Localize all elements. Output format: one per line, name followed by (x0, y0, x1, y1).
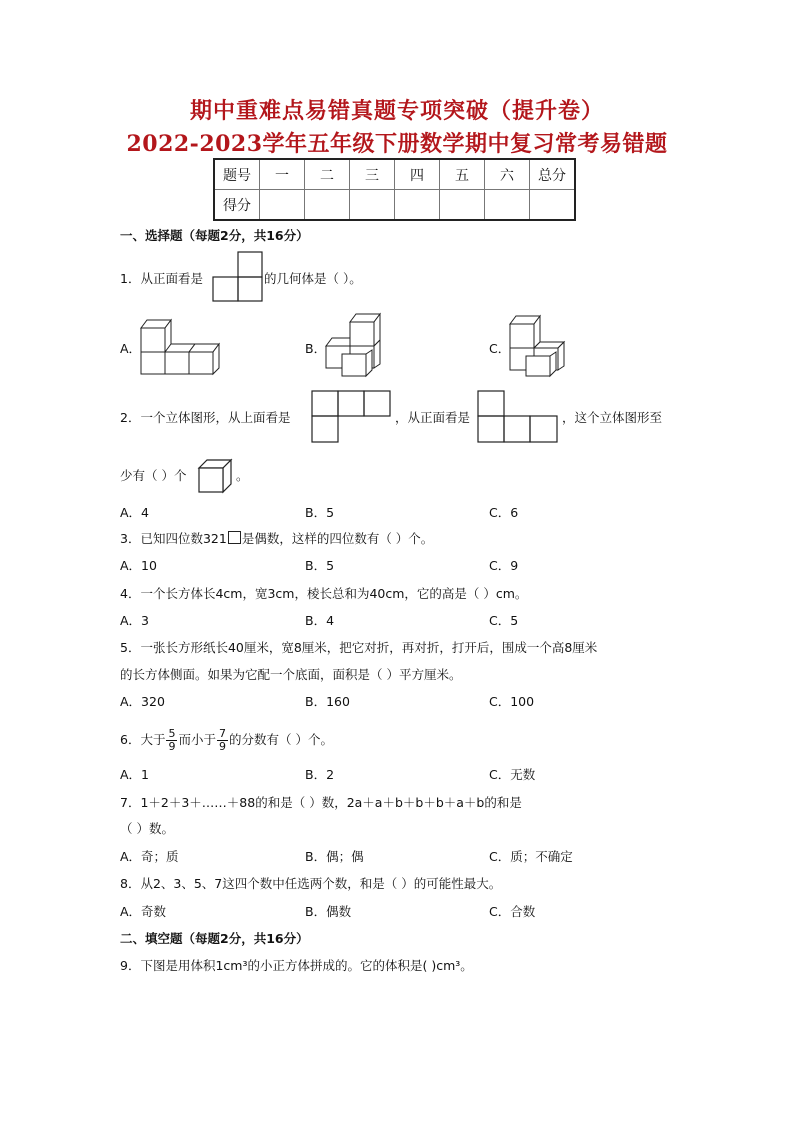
option-b[interactable]: B．偶；偶 (305, 849, 364, 864)
option-c[interactable]: C．合数 (489, 904, 536, 919)
score-input-cell[interactable] (440, 190, 485, 221)
question-text: ，这个立体图形至 (562, 410, 663, 425)
front-view-figure (212, 251, 264, 303)
fraction (217, 728, 228, 753)
score-cell: 总分 (530, 159, 576, 190)
option-c[interactable]: C．100 (489, 694, 535, 709)
section-heading: 一、选择题（每题2分，共16分） (120, 228, 309, 243)
option-a[interactable]: A．奇；质 (120, 849, 179, 864)
section-heading: 二、填空题（每题2分，共16分） (120, 931, 309, 946)
question-text-part: 是偶数，这样的四位数有（ ）个。 (241, 531, 434, 546)
question-text: 4．一个长方体长4cm，宽3cm，棱长总和为40cm，它的高是（ ）cm。 (120, 586, 528, 601)
question-text: 少有（ ）个 (120, 468, 187, 483)
score-cell: 六 (485, 159, 530, 190)
score-input-cell[interactable] (305, 190, 350, 221)
option-b[interactable]: B．5 (305, 505, 335, 520)
option-b[interactable]: B．偶数 (305, 904, 352, 919)
question-text-part: 6．大于 (120, 732, 166, 747)
exam-title: 期中重难点易错真题专项突破（提升卷） (189, 98, 604, 124)
option-c[interactable]: C．质；不确定 (489, 849, 573, 864)
option-a[interactable]: A． (120, 341, 142, 356)
cube-stack-figure (508, 312, 570, 380)
question-text: （ ）数。 (120, 821, 174, 836)
blank-box-icon (228, 531, 241, 544)
question-text: 2．一个立体图形，从上面看是 (120, 410, 291, 425)
option-b[interactable]: B． (305, 341, 327, 356)
question-text: 。 (236, 468, 249, 483)
score-cell: 题号 (214, 159, 260, 190)
option-b[interactable]: B．2 (305, 767, 335, 782)
option-a[interactable]: A．3 (120, 613, 150, 628)
numerator: 5 (168, 727, 176, 740)
option-a[interactable]: A．10 (120, 558, 157, 573)
question-text-part: 而小于 (178, 732, 216, 747)
score-input-cell[interactable] (485, 190, 530, 221)
top-view-figure (311, 390, 391, 444)
question-text: 5．一张长方形纸长40厘米，宽8厘米，把它对折，再对折，打开后，围成一个高8厘米 (120, 640, 598, 655)
question-text-part: 的分数有（ ）个。 (228, 732, 333, 747)
front-view-figure (477, 390, 559, 444)
score-input-cell[interactable] (260, 190, 305, 221)
denominator: 9 (218, 740, 226, 753)
score-cell: 四 (395, 159, 440, 190)
question-text: 9．下图是用体积1cm³的小正方体拼成的。它的体积是( )cm³。 (120, 958, 473, 973)
score-cell: 二 (305, 159, 350, 190)
option-b[interactable]: B．160 (305, 694, 350, 709)
score-table-score-row (214, 190, 575, 221)
option-b[interactable]: B．4 (305, 613, 335, 628)
question-text: 8．从2、3、5、7这四个数中任选两个数，和是（ ）的可能性最大。 (120, 876, 502, 891)
score-input-cell[interactable] (530, 190, 576, 221)
option-a[interactable]: A．4 (120, 505, 150, 520)
fraction (166, 728, 177, 753)
option-c[interactable]: C．无数 (489, 767, 536, 782)
score-input-cell[interactable] (350, 190, 395, 221)
question-text: 的几何体是（ ）。 (264, 271, 362, 286)
cube-stack-figure (139, 316, 225, 378)
score-table-header-row (214, 159, 575, 190)
option-c[interactable]: C．5 (489, 613, 519, 628)
option-a[interactable]: A．320 (120, 694, 165, 709)
score-cell: 五 (440, 159, 485, 190)
option-c[interactable]: C．6 (489, 505, 519, 520)
score-cell: 得分 (214, 190, 260, 221)
question-text: 1．从正面看是 (120, 271, 203, 286)
option-a[interactable]: A．奇数 (120, 904, 167, 919)
option-c[interactable]: C．9 (489, 558, 519, 573)
exam-subtitle: 2022-2023学年五年级下册数学期中复习常考易错题 (126, 131, 668, 157)
question-text: 7．1＋2＋3＋……＋88的和是（ ）数，2a＋a＋b＋b＋b＋a＋b的和是 (120, 795, 522, 810)
numerator: 7 (218, 727, 226, 740)
option-c[interactable]: C． (489, 341, 511, 356)
score-input-cell[interactable] (395, 190, 440, 221)
question-text (120, 531, 433, 547)
question-text-part: 3．已知四位数321 (120, 531, 227, 546)
score-cell: 三 (350, 159, 395, 190)
unit-cube-icon (197, 458, 235, 494)
question-text: ，从正面看是 (395, 410, 471, 425)
question-text (120, 726, 333, 754)
score-table (213, 158, 576, 221)
option-a[interactable]: A．1 (120, 767, 150, 782)
cube-stack-figure (324, 310, 386, 380)
score-cell: 一 (260, 159, 305, 190)
option-b[interactable]: B．5 (305, 558, 335, 573)
denominator: 9 (168, 740, 176, 753)
question-text: 的长方体侧面。如果为它配一个底面，面积是（ ）平方厘米。 (120, 667, 462, 682)
